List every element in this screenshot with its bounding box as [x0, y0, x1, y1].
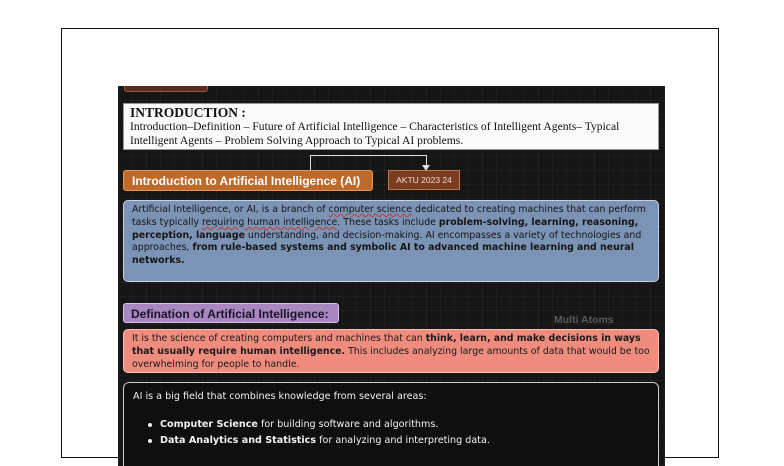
top-tab [124, 86, 208, 92]
ai-description-panel [123, 200, 659, 282]
text-run-bold: problem-solving, learning, reasoning, perception, language [132, 216, 639, 241]
introduction-box [123, 103, 659, 150]
text-run-bold: think, learn, and make decisions in ways that usually require human intelligence. [132, 333, 641, 357]
exam-badge: AKTU 2023 24 [388, 170, 460, 190]
list-item-bold: Computer Science [160, 419, 258, 430]
list-item-text: for building software and algorithms. [257, 419, 439, 430]
connector-line [310, 155, 311, 171]
definition-panel [123, 329, 659, 373]
connector-line [310, 155, 426, 156]
text-run: It is the science of creating computers and machines that can [132, 333, 426, 344]
fields-list [148, 418, 490, 450]
text-run: Artificial Intelligence, or AI, is a branch of [132, 204, 329, 215]
section-label-ai: Introduction to Artificial Intelligence (AI) [123, 170, 373, 191]
list-item-bold: Data Analytics and Statistics [160, 435, 317, 446]
text-run-bold: from rule-based systems and symbolic AI to advanced machine learning and neural networks. [132, 242, 634, 267]
fields-panel [123, 382, 659, 466]
fields-intro: AI is a big field that combines knowledge from several areas: [133, 391, 427, 402]
introduction-topics: Introduction–Definition – Future of Artificial Intelligence – Characteristics of Intelligent Agents– Typical Intelligent Agents – Problem Solving Approach to Typical AI problems. [130, 120, 620, 147]
list-item [148, 434, 490, 448]
watermark: Multi Atoms [554, 314, 614, 326]
text-run: dedicated to creating machines that can perform tasks typically [132, 204, 646, 228]
section-label-definition: Defination of Artificial Intelligence: [123, 303, 339, 323]
introduction-heading: INTRODUCTION : [130, 105, 246, 120]
text-run-underlined: requiring human intelligence [202, 216, 338, 228]
text-run: . These tasks include [337, 216, 439, 228]
list-item [148, 418, 490, 432]
text-run: This includes analyzing large amounts of data that would be too overwhelming for people to handle. [132, 345, 650, 370]
text-run: understanding, and decision-making. AI encompasses a variety of technologies and approaches, [132, 229, 642, 254]
slide-image [118, 86, 665, 466]
text-run-underlined: computer science [328, 204, 413, 215]
list-item-text: for analyzing and interpreting data. [316, 435, 490, 446]
